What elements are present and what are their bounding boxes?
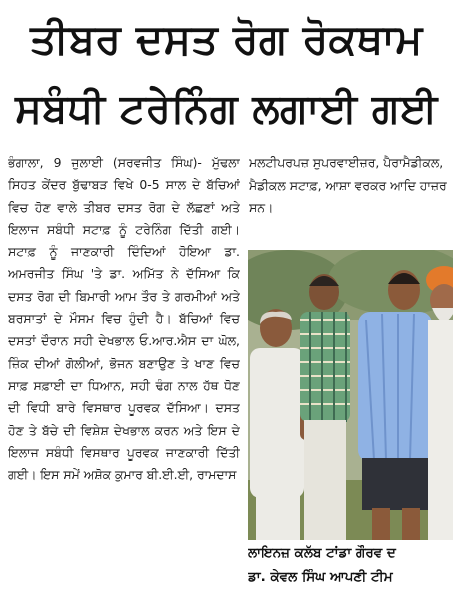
photo-caption-line-1: ਲਾਇਨਜ਼ ਕਲੱਬ ਟਾਂਡਾ ਗੌਰਵ ਦ [248, 545, 396, 561]
article-body-right-column [249, 152, 453, 222]
news-photo [248, 250, 453, 540]
article-body-left-column [8, 152, 240, 600]
person-figure [300, 274, 350, 540]
headline-line-2: ਸਬੰਧੀ ਟਰੇਨਿੰਗ ਲਗਾਈ ਗਈ [15, 86, 438, 132]
headline-line-1: ਤੀਬਰ ਦਸਤ ਰੋਗ ਰੋਕਥਾਮ [30, 15, 423, 63]
article-body-right: ਮਲਟੀਪਰਪਜ਼ ਸੁਪਰਵਾਈਜ਼ਰ, ਪੈਰਾਮੈਡੀਕਲ, ਮੈਡੀਕਲ ਸਟਾਫ਼, ਆਸ਼ਾ ਵਰਕਰ ਆਦਿ ਹਾਜ਼ਰ ਸਨ। [249, 155, 447, 215]
article-body-left: ਭੰਗਾਲਾ, 9 ਜੁਲਾਈ (ਸਰਵਜੀਤ ਸਿੰਘ)- ਮੁੱਢਲਾ ਸਿਹਤ ਕੇਂਦਰ ਬੁੱਢਾਬੜ ਵਿਖੇ 0-5 ਸਾਲ ਦੇ ਬੱਚਿਆਂ ਵਿਚ ਹੋਣ ਵਾਲੇ ਤੀਬਰ ਦਸਤ ਰੋਗ ਦੇ ਲੱਛਣਾਂ ਅਤੇ ਇਲਾਜ ਸਬੰਧੀ ਸਟਾਫ਼ ਨੂੰ ਟਰੇਨਿੰਗ ਦਿੱਤੀ ਗਈ। ਸਟਾਫ਼ ਨੂੰ ਜਾਣਕਾਰੀ ਦਿੰਦਿਆਂ ਹੋਇਆ ਡਾ. ਅਮਰਜੀਤ ਸਿੰਘ 'ਤੇ ਡਾ. ਅਮਿੱਤ ਨੇ ਦੱਸਿਆ ਕਿ ਦਸਤ ਰੋਗ ਦੀ ਬਿਮਾਰੀ ਆਮ ਤੌਰ ਤੇ ਗਰਮੀਆਂ ਅਤੇ ਬਰਸਾਤਾਂ ਦੇ ਮੌਸਮ ਵਿਚ ਹੁੰਦੀ ਹੈ। ਬੱਚਿਆਂ ਵਿਚ ਦਸਤਾਂ ਦੌਰਾਨ ਸਹੀ ਦੇਖਭਾਲ ਓ.ਆਰ.ਐਸ ਦਾ ਘੋਲ, ਜ਼ਿੰਕ ਦੀਆਂ ਗੋਲੀਆਂ, ਭੋਜਨ ਬਣਾਉਣ ਤੇ ਖਾਣ ਵਿਚ ਸਾਫ਼ ਸਫ਼ਾਈ ਦਾ ਧਿਆਨ, ਸਹੀ ਢੰਗ ਨਾਲ ਹੱਥ ਧੋਣ ਦੀ ਵਿਧੀ ਬਾਰੇ ਵਿਸਥਾਰ ਪੂਰਵਕ ਦੱਸਿਆ। ਦਸਤ ਹੋਣ ਤੇ ਬੱਚੇ ਦੀ ਵਿਸ਼ੇਸ਼ ਦੇਖਭਾਲ ਕਰਨ ਅਤੇ ਇਸ ਦੇ ਇਲਾਜ ਸਬੰਧੀ ਵਿਸਥਾਰ ਪੂਰਵਕ ਜਾਣਕਾਰੀ ਦਿੱਤੀ ਗਈ। ਇਸ ਸਮੇਂ ਅਸ਼ੋਕ ਕੁਮਾਰ ਬੀ.ਈ.ਈ, ਰਾਮਦਾਸ [8, 155, 240, 483]
photo-caption-line-2: ਡਾ. ਕੇਵਲ ਸਿੰਘ ਆਪਣੀ ਟੀਮ [248, 569, 393, 585]
